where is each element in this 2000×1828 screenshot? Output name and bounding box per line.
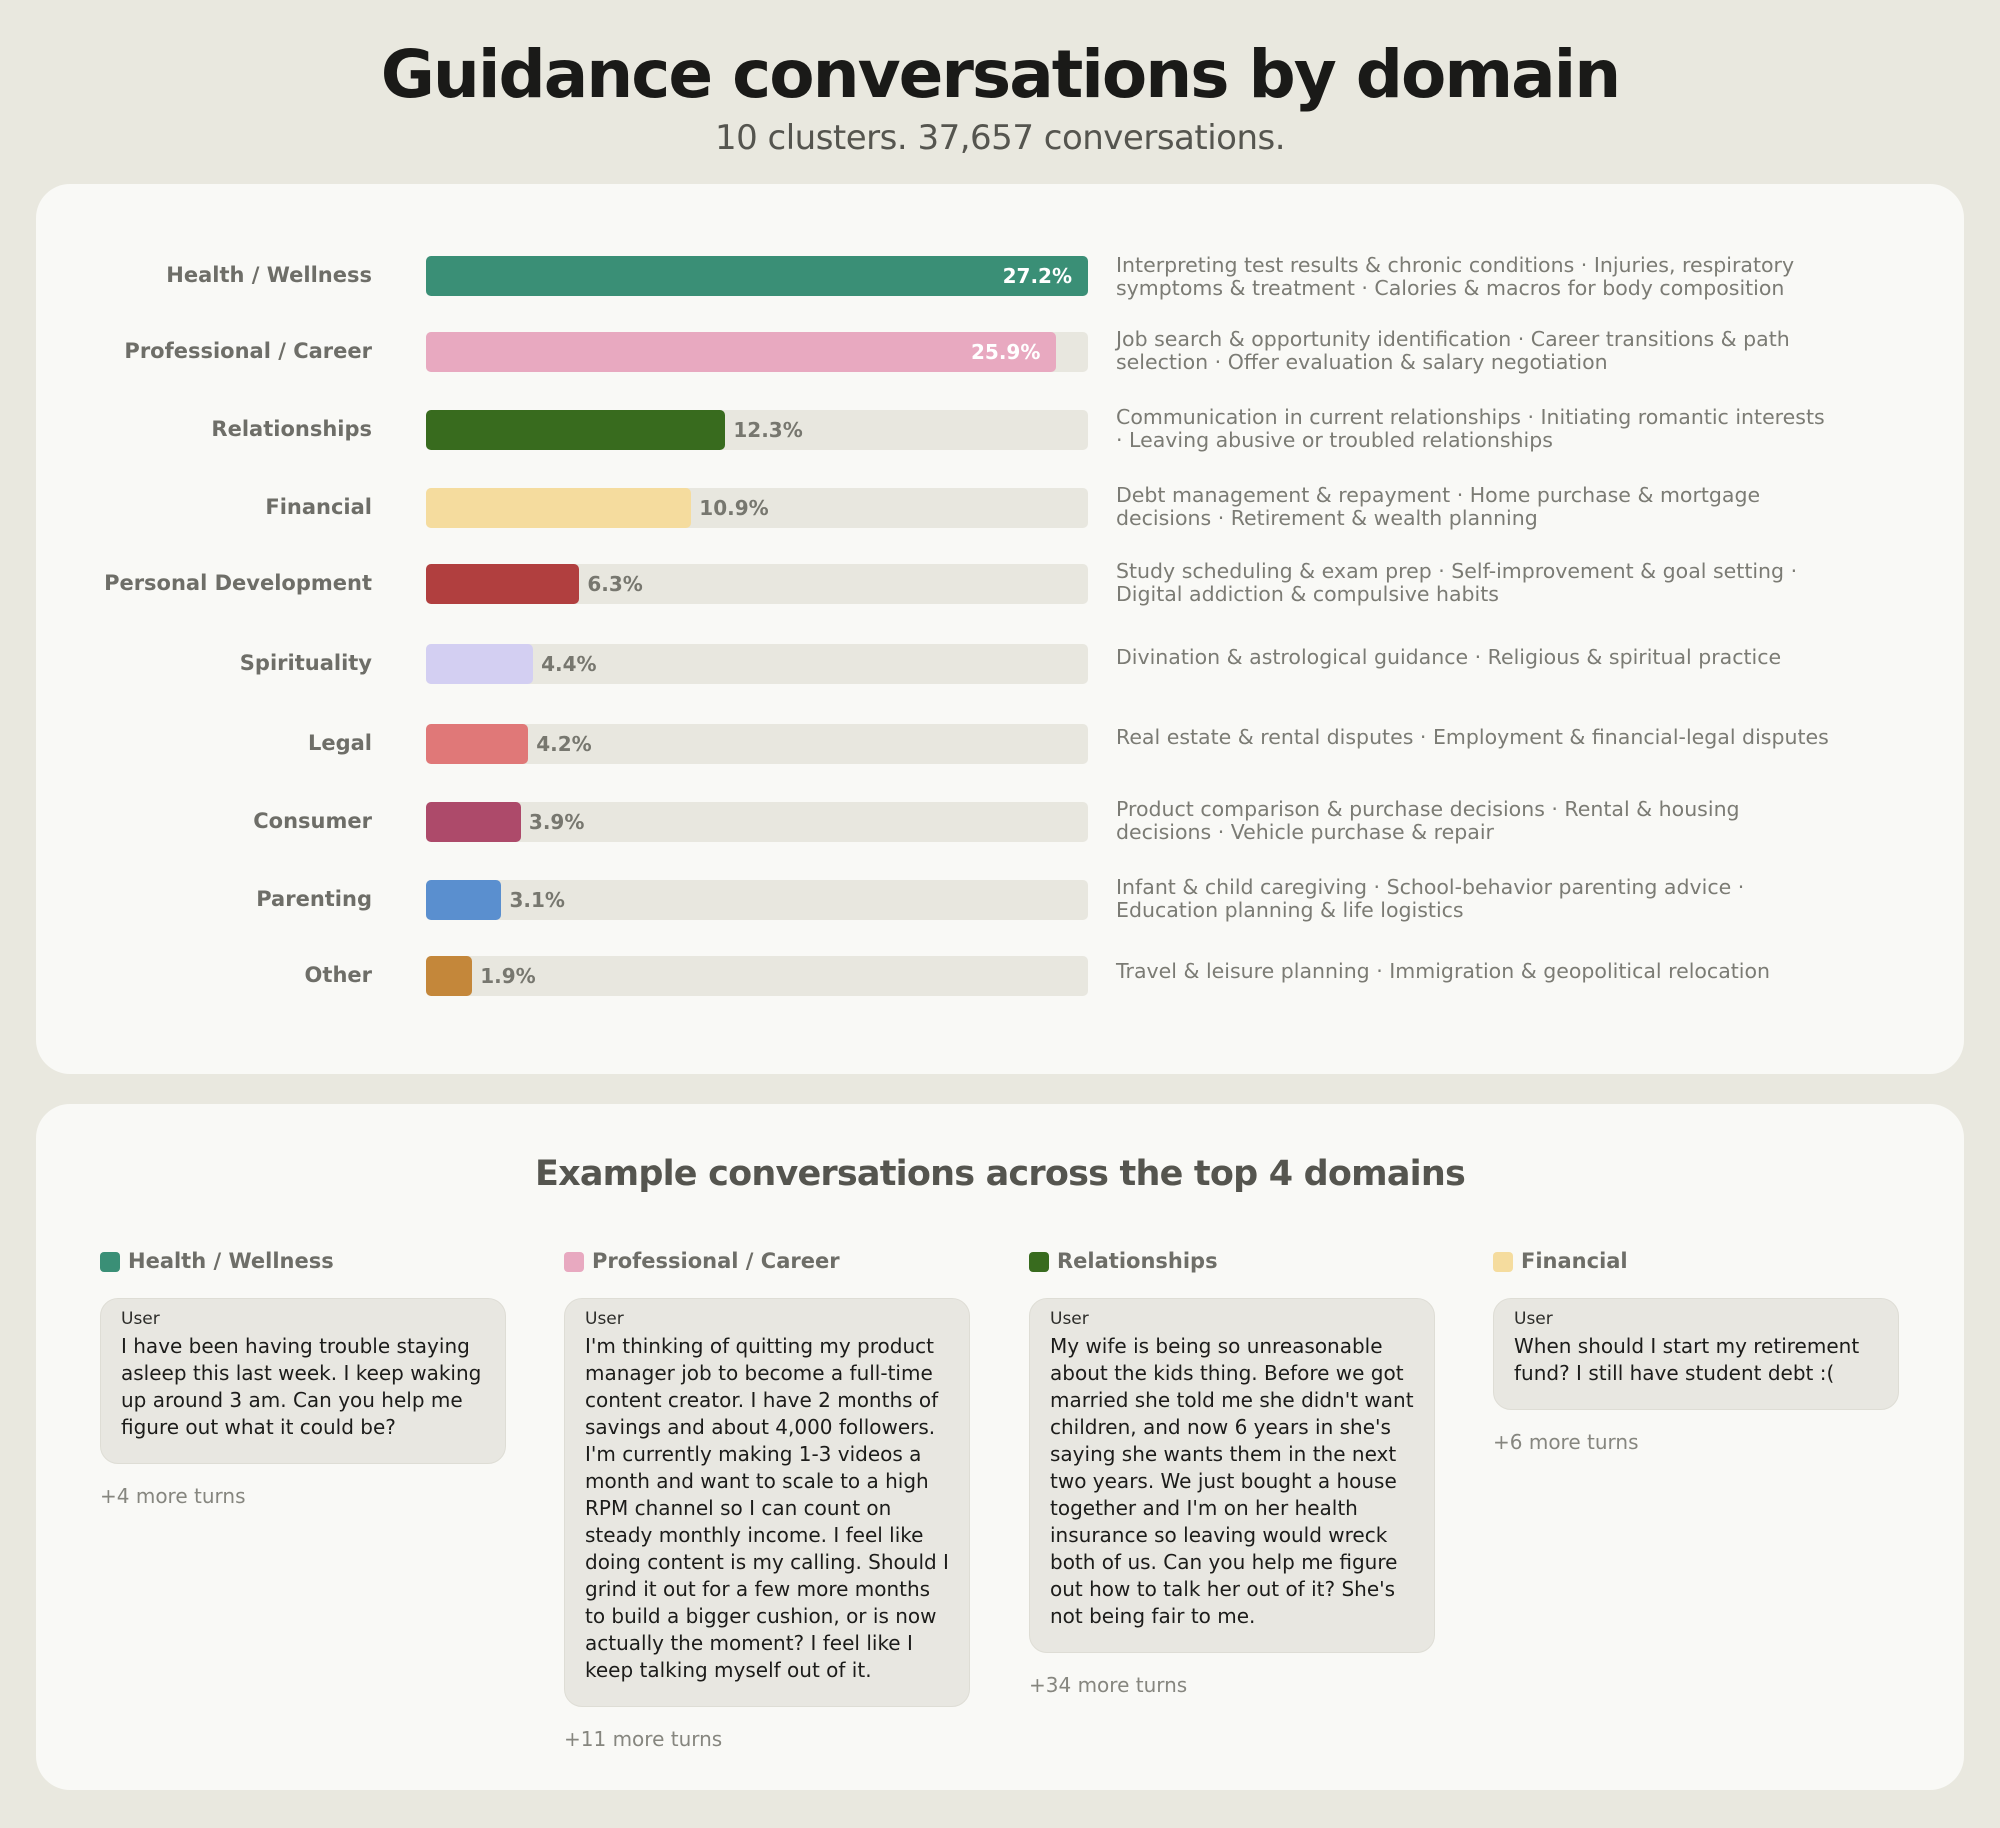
domain-swatch [564,1252,584,1272]
bar [426,802,521,842]
example-domain-name: Professional / Career [592,1249,840,1273]
more-turns-label: +6 more turns [1493,1430,1639,1454]
bar-track [426,488,1088,528]
message-role: User [1050,1309,1089,1329]
bar-description: Study scheduling & exam prep · Self-improvement & goal setting · Digital addiction & compulsive habits [1116,559,1798,606]
message-text: I'm thinking of quitting my product manager job to become a full-time content creator. I have 2 months of savings and about 4,000 followers. I'm currently making 1-3 videos a month and want to scale to a high RPM channel so I can count on steady monthly income. I feel like doing content is my calling. Should I grind it out for a few more months to build a bigger cushion, or is now actually the moment? I feel like I keep talking myself out of it. [585,1334,949,1682]
more-turns-label: +11 more turns [564,1727,723,1751]
bar-label: Financial [265,495,372,519]
bar-label: Spirituality [239,651,372,675]
domain-swatch [100,1252,120,1272]
domain-swatch [1493,1252,1513,1272]
example-header [1493,1248,1899,1278]
bar-track [426,956,1088,996]
bar [426,256,1088,296]
bar-value-label: 1.9% [480,964,536,988]
bar-description: Communication in current relationships · Initiating romantic interests · Leaving abusive or troubled relationships [1116,405,1825,452]
message-text: I have been having trouble staying asleep this last week. I keep waking up around 3 am. Can you help me figure out what it could be? [121,1334,482,1439]
bar-label: Health / Wellness [166,263,372,287]
page-subtitle: 10 clusters. 37,657 conversations. [714,118,1286,158]
page-title: Guidance conversations by domain [380,36,1620,113]
domain-swatch [1029,1252,1049,1272]
bar-description: Travel & leisure planning · Immigration & geopolitical relocation [1116,959,1771,983]
bar-value-label: 6.3% [587,572,643,596]
bar-value-label: 3.1% [509,888,565,912]
bar-description: Product comparison & purchase decisions · Rental & housing decisions · Vehicle purchase & repair [1116,797,1740,844]
message-bubble [564,1298,970,1707]
example-domain-name: Financial [1521,1249,1628,1273]
bar-label: Relationships [211,417,372,441]
message-text: When should I start my retirement fund? I still have student debt :( [1514,1334,1860,1385]
more-turns-label: +4 more turns [100,1484,246,1508]
examples-title: Example conversations across the top 4 domains [534,1154,1465,1194]
message-role: User [1514,1309,1553,1329]
bar-value-label: 27.2% [1002,264,1072,288]
example-header [100,1248,506,1278]
bar-label: Consumer [253,809,372,833]
example-header [564,1248,970,1278]
bar-value-label: 12.3% [733,418,803,442]
chart-panel [36,184,1964,1074]
example-column [100,1248,506,1508]
bar-value-label: 4.2% [536,732,592,756]
bar [426,564,579,604]
bar-track [426,802,1088,842]
bar [426,488,691,528]
bar-track [426,256,1088,296]
bar [426,956,472,996]
bar [426,410,725,450]
example-column [1029,1248,1435,1697]
bar-label: Legal [307,731,372,755]
bar [426,880,501,920]
bar-description: Real estate & rental disputes · Employment & financial-legal disputes [1116,725,1829,749]
bar [426,332,1056,372]
bar [426,644,533,684]
example-column [564,1248,970,1751]
example-column [1493,1248,1899,1454]
bar-description: Debt management & repayment · Home purchase & mortgage decisions · Retirement & wealth planning [1116,483,1761,530]
bar-track [426,724,1088,764]
more-turns-label: +34 more turns [1029,1673,1188,1697]
bar-value-label: 3.9% [528,810,585,834]
example-header [1029,1248,1435,1278]
message-bubble [100,1298,506,1464]
bar-value-label: 10.9% [699,496,769,520]
bar-label: Professional / Career [124,339,372,363]
example-domain-name: Health / Wellness [128,1249,334,1273]
bar-description: Job search & opportunity identification · Career transitions & path selection · Offer evaluation & salary negotiation [1116,327,1790,374]
bar-description: Interpreting test results & chronic conditions · Injuries, respiratory symptoms & treatment · Calories & macros for body composition [1116,253,1795,300]
bar-description: Infant & child caregiving · School-behavior parenting advice · Education planning & life logistics [1116,875,1745,922]
examples-panel [36,1104,1964,1790]
bar-label: Personal Development [104,571,372,595]
bar-track [426,410,1088,450]
message-bubble [1493,1298,1899,1410]
example-domain-name: Relationships [1057,1249,1218,1273]
bar-track [426,880,1088,920]
message-role: User [585,1309,624,1329]
bar-track [426,564,1088,604]
bar-track [426,644,1088,684]
message-text: My wife is being so unreasonable about the kids thing. Before we got married she told me she didn't want children, and now 6 years in she's saying she wants them in the next two years. We just bought a house together and I'm on her health insurance so leaving would wreck both of us. Can you help me figure out how to talk her out of it? She's not being fair to me. [1050,1334,1414,1628]
message-bubble [1029,1298,1435,1653]
bar-value-label: 25.9% [970,340,1041,364]
message-role: User [121,1309,160,1329]
bar-track [426,332,1088,372]
bar-description: Divination & astrological guidance · Religious & spiritual practice [1116,645,1782,669]
bar-value-label: 4.4% [541,652,597,676]
bar-label: Other [304,963,372,987]
bar [426,724,528,764]
bar-label: Parenting [256,887,372,911]
